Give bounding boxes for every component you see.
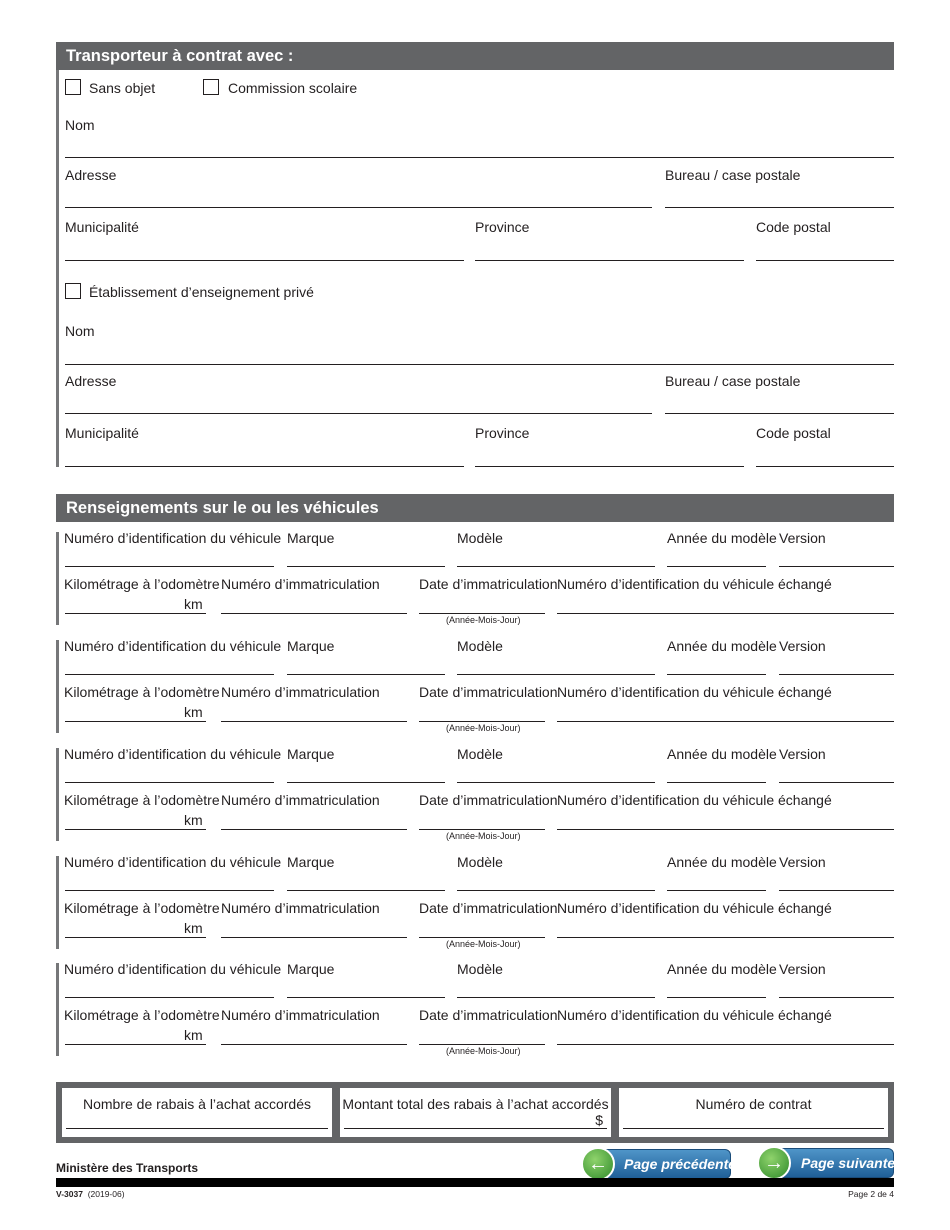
label-version-2: Version (779, 638, 826, 654)
label-version-5: Version (779, 961, 826, 977)
version-underline-2 (779, 674, 894, 675)
annee-underline-4 (667, 890, 766, 891)
nip-echange-underline-5 (557, 1044, 894, 1045)
km-unit-1: km (184, 596, 203, 612)
code-postal-field[interactable] (756, 242, 894, 260)
checkbox-commission-scolaire[interactable] (203, 79, 219, 95)
label-marque-2: Marque (287, 638, 335, 654)
date-immat-field-5[interactable] (419, 1026, 545, 1044)
date-format-hint-3: (Année-Mois-Jour) (446, 831, 521, 841)
marque-underline-2 (287, 674, 445, 675)
page-precedente-button[interactable] (588, 1149, 737, 1179)
marque-field-4[interactable] (287, 872, 445, 890)
nip-underline-1 (65, 566, 274, 567)
section-left-rule (56, 70, 59, 467)
label-bureau: Bureau / case postale (665, 167, 801, 183)
arrow-left-icon: ← (581, 1147, 615, 1181)
currency-symbol: $ (595, 1112, 603, 1128)
marque-underline-3 (287, 782, 445, 783)
kilometrage-underline-2 (65, 721, 206, 722)
label-version-4: Version (779, 854, 826, 870)
modele-underline-4 (457, 890, 655, 891)
label-province-2: Province (475, 425, 530, 441)
kilometrage-field-5[interactable] (65, 1026, 180, 1044)
label-nip-echange-5: Numéro d’identification du véhicule échangé (557, 1007, 832, 1023)
vehicle-left-rule-5 (56, 963, 59, 1056)
label-modele-3: Modèle (457, 746, 503, 762)
km-unit-3: km (184, 812, 203, 828)
label-bureau-2: Bureau / case postale (665, 373, 801, 389)
numero-contrat-underline (623, 1128, 884, 1129)
immatriculation-underline-3 (221, 829, 407, 830)
modele-underline-5 (457, 997, 655, 998)
label-kilometrage-3: Kilométrage à l’odomètre (64, 792, 220, 808)
nip-echange-field-2[interactable] (557, 703, 894, 721)
version-field-3[interactable] (779, 764, 894, 782)
label-immatriculation-3: Numéro d’immatriculation (221, 792, 380, 808)
province-underline (475, 260, 744, 261)
label-version-3: Version (779, 746, 826, 762)
km-unit-4: km (184, 920, 203, 936)
label-immatriculation-2: Numéro d’immatriculation (221, 684, 380, 700)
label-municipalite-2: Municipalité (65, 425, 139, 441)
modele-field-1[interactable] (457, 548, 655, 566)
vehicle-left-rule-2 (56, 640, 59, 733)
section-header-vehicules (56, 494, 894, 522)
montant-rabais-underline (344, 1128, 607, 1129)
label-date-immat-3: Date d’immatriculation (419, 792, 558, 808)
municipalite-underline (65, 260, 464, 261)
section-title: Renseignements sur le ou les véhicules (66, 499, 379, 517)
nip-field-3[interactable] (65, 764, 274, 782)
nip-underline-2 (65, 674, 274, 675)
checkbox-sans-objet[interactable] (65, 79, 81, 95)
label-date-immat-5: Date d’immatriculation (419, 1007, 558, 1023)
date-immat-underline-2 (419, 721, 545, 722)
marque-underline-1 (287, 566, 445, 567)
arrow-right-icon: → (757, 1146, 791, 1180)
label-montant-rabais: Montant total des rabais à l’achat accordés (342, 1096, 609, 1112)
nip-echange-underline-1 (557, 613, 894, 614)
label-annee-2: Année du modèle (667, 638, 777, 654)
label-modele-4: Modèle (457, 854, 503, 870)
immatriculation-field-5[interactable] (221, 1026, 407, 1044)
annee-underline-2 (667, 674, 766, 675)
label-version-1: Version (779, 530, 826, 546)
immatriculation-field-2[interactable] (221, 703, 407, 721)
modele-underline-1 (457, 566, 655, 567)
label-modele-5: Modèle (457, 961, 503, 977)
label-kilometrage-5: Kilométrage à l’odomètre (64, 1007, 220, 1023)
date-format-hint-2: (Année-Mois-Jour) (446, 723, 521, 733)
immatriculation-field-3[interactable] (221, 811, 407, 829)
label-nip-2: Numéro d’identification du véhicule (64, 638, 282, 654)
label-annee-3: Année du modèle (667, 746, 777, 762)
nip-echange-field-3[interactable] (557, 811, 894, 829)
form-code-date: (2019-06) (87, 1189, 125, 1199)
kilometrage-field-4[interactable] (65, 919, 180, 937)
adresse-underline (65, 207, 652, 208)
vehicle-left-rule-1 (56, 532, 59, 625)
label-nip-1: Numéro d’identification du véhicule (64, 530, 282, 546)
municipalite-underline-2 (65, 466, 464, 467)
date-immat-field-4[interactable] (419, 919, 545, 937)
marque-underline-4 (287, 890, 445, 891)
modele-field-3[interactable] (457, 764, 655, 782)
kilometrage-field-1[interactable] (65, 595, 180, 613)
date-immat-field-3[interactable] (419, 811, 545, 829)
annee-underline-1 (667, 566, 766, 567)
label-adresse-2: Adresse (65, 373, 117, 389)
adresse-underline-2 (65, 413, 652, 414)
municipalite-field[interactable] (65, 242, 464, 260)
bureau-field[interactable] (665, 189, 894, 207)
version-field-4[interactable] (779, 872, 894, 890)
label-modele-2: Modèle (457, 638, 503, 654)
version-field-1[interactable] (779, 548, 894, 566)
nip-field-2[interactable] (65, 656, 274, 674)
modele-field-5[interactable] (457, 979, 655, 997)
nombre-rabais-underline (66, 1128, 328, 1129)
date-immat-underline-5 (419, 1044, 545, 1045)
nip-field-1[interactable] (65, 548, 274, 566)
kilometrage-underline-1 (65, 613, 206, 614)
label-nombre-rabais: Nombre de rabais à l’achat accordés (82, 1096, 311, 1112)
label-numero-contrat: Numéro de contrat (695, 1096, 812, 1112)
modele-underline-2 (457, 674, 655, 675)
immatriculation-underline-4 (221, 937, 407, 938)
modele-field-4[interactable] (457, 872, 655, 890)
km-unit-2: km (184, 704, 203, 720)
version-underline-5 (779, 997, 894, 998)
date-immat-field-1[interactable] (419, 595, 545, 613)
label-kilometrage-2: Kilométrage à l’odomètre (64, 684, 220, 700)
label-annee-4: Année du modèle (667, 854, 777, 870)
version-underline-3 (779, 782, 894, 783)
label-marque-5: Marque (287, 961, 335, 977)
label-modele-1: Modèle (457, 530, 503, 546)
marque-field-5[interactable] (287, 979, 445, 997)
immatriculation-underline-2 (221, 721, 407, 722)
date-format-hint-1: (Année-Mois-Jour) (446, 615, 521, 625)
date-immat-underline-3 (419, 829, 545, 830)
label-kilometrage-4: Kilométrage à l’odomètre (64, 900, 220, 916)
nip-underline-4 (65, 890, 274, 891)
date-immat-field-2[interactable] (419, 703, 545, 721)
nom-underline (65, 157, 894, 158)
label-commission-scolaire: Commission scolaire (228, 80, 358, 96)
version-underline-4 (779, 890, 894, 891)
kilometrage-field-2[interactable] (65, 703, 180, 721)
kilometrage-underline-5 (65, 1044, 206, 1045)
vehicle-left-rule-4 (56, 856, 59, 949)
province-underline-2 (475, 466, 744, 467)
label-immatriculation-5: Numéro d’immatriculation (221, 1007, 380, 1023)
label-nip-echange-1: Numéro d’identification du véhicule échangé (557, 576, 832, 592)
page-suivante-label: Page suivante (801, 1155, 896, 1171)
date-format-hint-4: (Année-Mois-Jour) (446, 939, 521, 949)
label-nip-echange-3: Numéro d’identification du véhicule échangé (557, 792, 832, 808)
adresse-field-2[interactable] (65, 395, 652, 413)
bureau-underline-2 (665, 413, 894, 414)
nip-echange-field-5[interactable] (557, 1026, 894, 1044)
form-code (56, 1189, 125, 1199)
label-nip-5: Numéro d’identification du véhicule (64, 961, 282, 977)
page-precedente-label: Page précédente (624, 1156, 737, 1172)
label-municipalite: Municipalité (65, 219, 139, 235)
nip-echange-underline-2 (557, 721, 894, 722)
version-underline-1 (779, 566, 894, 567)
nip-underline-5 (65, 997, 274, 998)
label-annee-1: Année du modèle (667, 530, 777, 546)
label-province: Province (475, 219, 530, 235)
label-code-postal-2: Code postal (756, 425, 831, 441)
label-nip-3: Numéro d’identification du véhicule (64, 746, 282, 762)
ministere-label: Ministère des Transports (56, 1161, 199, 1175)
page-suivante-button[interactable] (764, 1148, 896, 1178)
province-field[interactable] (475, 242, 744, 260)
municipalite-field-2[interactable] (65, 448, 464, 466)
modele-underline-3 (457, 782, 655, 783)
immatriculation-field-1[interactable] (221, 595, 407, 613)
label-annee-5: Année du modèle (667, 961, 777, 977)
totals-box (56, 1082, 894, 1143)
version-field-2[interactable] (779, 656, 894, 674)
code-postal-underline-2 (756, 466, 894, 467)
section-header-transporteur (56, 42, 894, 70)
label-marque-1: Marque (287, 530, 335, 546)
label-nip-4: Numéro d’identification du véhicule (64, 854, 282, 870)
marque-field-2[interactable] (287, 656, 445, 674)
label-date-immat-4: Date d’immatriculation (419, 900, 558, 916)
form-code-number: V-3037 (56, 1189, 83, 1199)
kilometrage-underline-3 (65, 829, 206, 830)
label-date-immat-1: Date d’immatriculation (419, 576, 558, 592)
immatriculation-field-4[interactable] (221, 919, 407, 937)
numero-contrat-cell (619, 1088, 888, 1137)
kilometrage-field-3[interactable] (65, 811, 180, 829)
nip-echange-field-1[interactable] (557, 595, 894, 613)
nip-field-5[interactable] (65, 979, 274, 997)
nip-underline-3 (65, 782, 274, 783)
label-marque-3: Marque (287, 746, 335, 762)
marque-underline-5 (287, 997, 445, 998)
version-field-5[interactable] (779, 979, 894, 997)
date-format-hint-5: (Année-Mois-Jour) (446, 1046, 521, 1056)
label-kilometrage-1: Kilométrage à l’odomètre (64, 576, 220, 592)
label-sans-objet: Sans objet (89, 80, 156, 96)
nom-field[interactable] (65, 139, 894, 157)
label-date-immat-2: Date d’immatriculation (419, 684, 558, 700)
annee-field-1[interactable] (667, 548, 766, 566)
immatriculation-underline-1 (221, 613, 407, 614)
code-postal-field-2[interactable] (756, 448, 894, 466)
annee-field-2[interactable] (667, 656, 766, 674)
annee-underline-5 (667, 997, 766, 998)
section-title: Transporteur à contrat avec : (66, 47, 294, 65)
vehicle-left-rule-3 (56, 748, 59, 841)
km-unit-5: km (184, 1027, 203, 1043)
nip-echange-underline-4 (557, 937, 894, 938)
label-etablissement-prive: Établissement d’enseignement privé (89, 284, 314, 300)
marque-field-3[interactable] (287, 764, 445, 782)
label-nom: Nom (65, 117, 95, 133)
label-adresse: Adresse (65, 167, 117, 183)
bureau-underline (665, 207, 894, 208)
date-immat-underline-4 (419, 937, 545, 938)
immatriculation-underline-5 (221, 1044, 407, 1045)
province-field-2[interactable] (475, 448, 744, 466)
code-postal-underline (756, 260, 894, 261)
label-nip-echange-4: Numéro d’identification du véhicule échangé (557, 900, 832, 916)
montant-rabais-cell (340, 1088, 611, 1137)
label-immatriculation-1: Numéro d’immatriculation (221, 576, 380, 592)
nip-echange-field-4[interactable] (557, 919, 894, 937)
nom-underline-2 (65, 364, 894, 365)
label-code-postal: Code postal (756, 219, 831, 235)
label-immatriculation-4: Numéro d’immatriculation (221, 900, 380, 916)
footer-black-bar (56, 1178, 894, 1187)
annee-field-5[interactable] (667, 979, 766, 997)
nip-echange-underline-3 (557, 829, 894, 830)
page-number: Page 2 de 4 (848, 1189, 894, 1199)
modele-field-2[interactable] (457, 656, 655, 674)
marque-field-1[interactable] (287, 548, 445, 566)
nip-field-4[interactable] (65, 872, 274, 890)
nombre-rabais-cell (62, 1088, 332, 1137)
date-immat-underline-1 (419, 613, 545, 614)
kilometrage-underline-4 (65, 937, 206, 938)
adresse-field[interactable] (65, 189, 652, 207)
annee-field-3[interactable] (667, 764, 766, 782)
checkbox-etablissement-prive[interactable] (65, 283, 81, 299)
label-nom-2: Nom (65, 323, 95, 339)
annee-underline-3 (667, 782, 766, 783)
annee-field-4[interactable] (667, 872, 766, 890)
nom-field-2[interactable] (65, 346, 894, 364)
label-marque-4: Marque (287, 854, 335, 870)
bureau-field-2[interactable] (665, 395, 894, 413)
label-nip-echange-2: Numéro d’identification du véhicule échangé (557, 684, 832, 700)
